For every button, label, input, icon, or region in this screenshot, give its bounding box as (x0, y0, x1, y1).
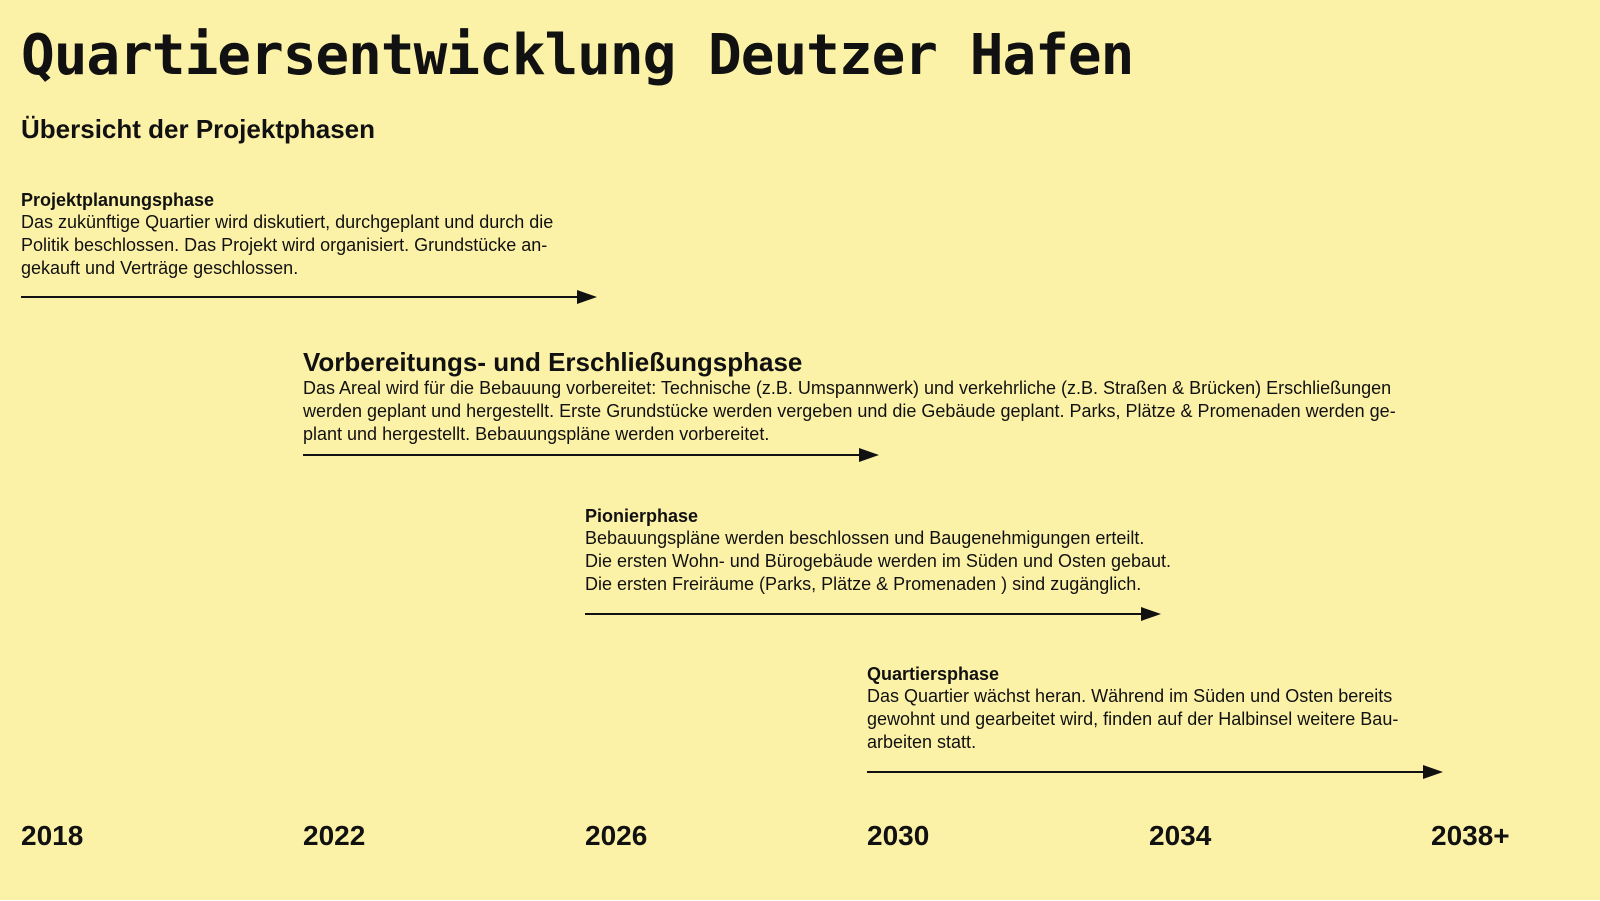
page-title: Quartiersentwicklung Deutzer Hafen (21, 23, 1134, 88)
phase-description: Bebauungspläne werden beschlossen und Baugenehmigungen erteilt. Die ersten Wohn- und Bürogebäude werden im Süden und Osten gebaut. Die ersten Freiräume (Parks, Plätze & Promenaden ) sind zugänglich. (585, 528, 1172, 594)
year-label: 2034 (1149, 820, 1212, 851)
phase-vorbereitung-erschliessung (303, 347, 1433, 446)
year-label: 2038+ (1431, 820, 1510, 851)
phase-description: Das zukünftige Quartier wird diskutiert, durchgeplant und durch die Politik beschlossen. Das Projekt wird organisiert. Grundstücke an- gekauft und Verträge geschlossen. (21, 212, 554, 278)
page-subtitle: Übersicht der Projektphasen (21, 114, 375, 144)
phase-arrow-projektplanung (21, 289, 597, 305)
phase-heading: Pionierphase (585, 506, 699, 526)
phase-heading: Quartiersphase (867, 664, 1000, 684)
year-label: 2026 (585, 820, 648, 851)
phase-arrow-vorbereitung-erschliessung (303, 447, 879, 463)
phase-arrow-quartier (867, 764, 1443, 780)
phase-projektplanung (21, 189, 1151, 280)
year-label: 2022 (303, 820, 366, 851)
phase-description: Das Quartier wächst heran. Während im Süden und Osten bereits gewohnt und gearbeitet wird, finden auf der Halbinsel weitere Bau- arbeiten statt. (867, 686, 1399, 752)
phase-pionier (585, 505, 1600, 596)
year-label: 2018 (21, 820, 84, 851)
phase-description: Das Areal wird für die Bebauung vorbereitet: Technische (z.B. Umspannwerk) und verkehrliche (z.B. Straßen & Brücken) Erschließungen werden geplant und hergestellt. Erste Grundstücke werden vergeben und die Gebäude geplant. Parks, Plätze & Promenaden werden ge- plant und hergestellt. Bebauungspläne werden vorbereitet. (303, 378, 1396, 444)
phase-heading: Vorbereitungs- und Erschließungsphase (303, 347, 803, 377)
year-label: 2030 (867, 820, 930, 851)
phase-heading: Projektplanungsphase (21, 190, 215, 210)
phase-arrow-pionier (585, 606, 1161, 622)
phase-quartier (867, 663, 1587, 754)
